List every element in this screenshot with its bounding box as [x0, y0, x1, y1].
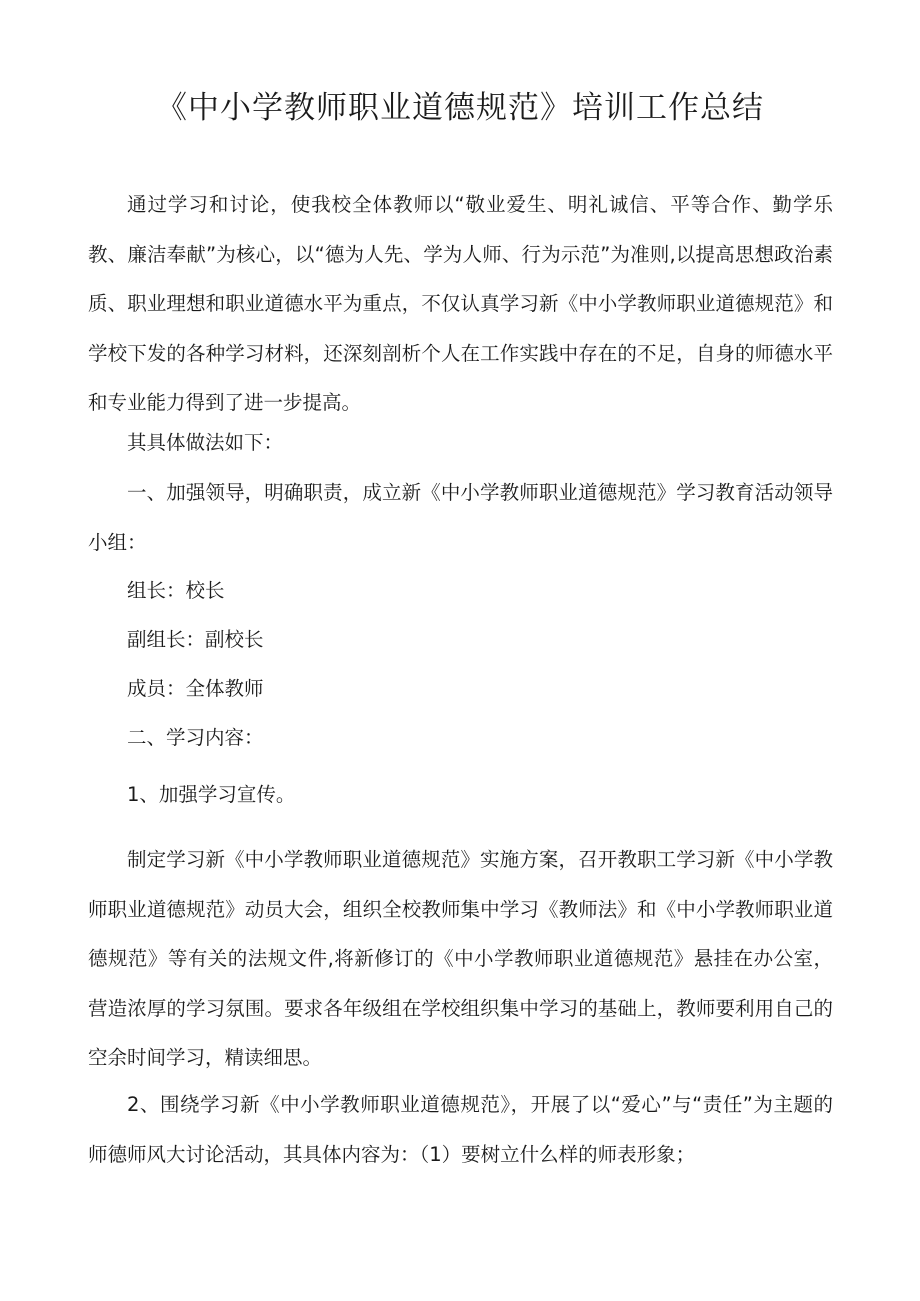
- paragraph-section-2: 二、学习内容：: [127, 726, 264, 749]
- paragraph-methods-intro: 其具体做法如下：: [127, 431, 284, 454]
- paragraph-item-1-detail: 制定学习新《中小学教师职业道德规范》实施方案，召开教职工学习新《中小学教师职业道德规范》动员大会，组织全校教师集中学习《教师法》和《中小学教师职业道德规范》等有关的法规文件,将新修订的《中小学教师职业道德规范》悬挂在办公室，营造浓厚的学习氛围。要求各年级组在学校组织集中学习的基础上，教师要利用自己的空余时间学习，精读细思。: [88, 848, 833, 1069]
- paragraph-intro: 通过学习和讨论，使我校全体教师以“敬业爱生、明礼诚信、平等合作、勤学乐教、廉洁奉献”为核心，以“德为人先、学为人师、行为示范”为准则,以提高思想政治素质、职业理想和职业道德水平为重点，不仅认真学习新《中小学教师职业道德规范》和学校下发的各种学习材料，还深刻剖析个人在工作实践中存在的不足，自身的师德水平和专业能力得到了进一步提高。: [88, 193, 833, 414]
- paragraph-deputy-leader: 副组长：副校长: [127, 628, 264, 651]
- paragraph-item-2: 2、围绕学习新《中小学教师职业道德规范》，开展了以“爱心”与“责任”为主题的师德师风大讨论活动，其具体内容为：（1）要树立什么样的师表形象；: [88, 1093, 833, 1166]
- paragraph-item-1: 1、加强学习宣传。: [127, 783, 296, 806]
- paragraph-section-1: 一、加强领导，明确职责，成立新《中小学教师职业道德规范》学习教育活动领导小组：: [88, 481, 833, 554]
- document-title: 《中小学教师职业道德规范》培训工作总结: [156, 90, 764, 126]
- paragraph-leader: 组长：校长: [127, 579, 225, 602]
- paragraph-members: 成员：全体教师: [127, 677, 264, 700]
